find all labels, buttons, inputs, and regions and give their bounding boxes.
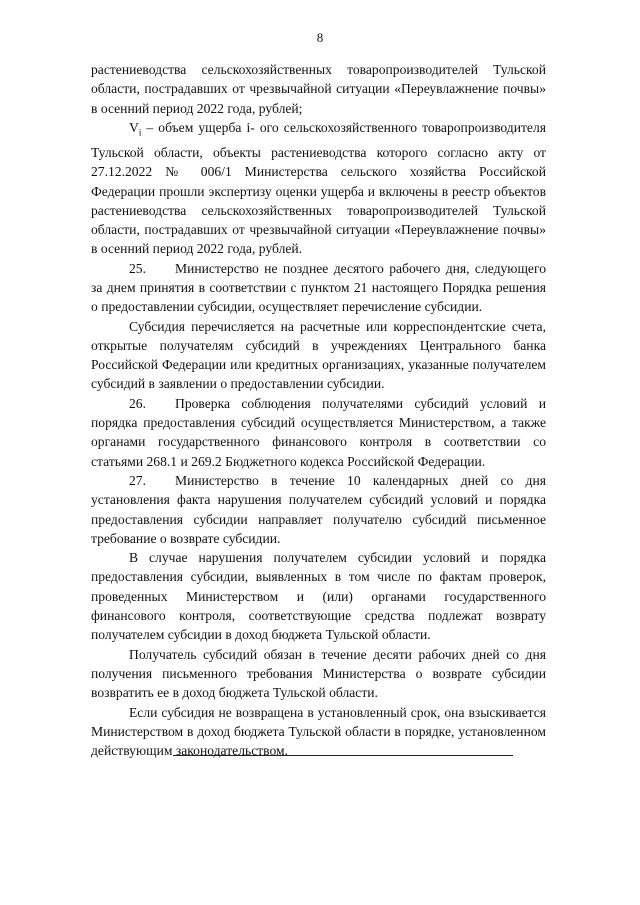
paragraph-text: В случае нарушения получателем субсидии условий и порядка предоставления субсидии, выявленных в том числе по фактам проверок, проведенных Министерством и (или) органами государственного финансового контроля, соответствующие средства подлежат возврату получателем субсидии в доход бюджета Тульской области.	[91, 550, 546, 643]
clause-number: 27.	[129, 472, 146, 488]
paragraph-text: растениеводства сельскохозяйственных товаропроизводителей Тульской области, пострадавших от чрезвычайной ситуации «Переувлажнение почвы» в осенний период 2022 года, рублей;	[91, 62, 546, 116]
paragraph-text: Министерство в течение 10 календарных дней со дня установления факта нарушения получателем субсидий условий и порядка предоставления субсидии направляет получателю субсидий письменное требование о возврате субсидии.	[91, 472, 546, 546]
end-separator-line	[173, 755, 513, 756]
variable-symbol: V	[129, 119, 139, 135]
paragraph-text: Министерство не позднее десятого рабочего дня, следующего за днем принятия в соответствии с пунктом 21 настоящего Порядка решения о предоставлении субсидии, осуществляет перечисление субсидии.	[91, 260, 546, 315]
clause-number: 26.	[129, 395, 146, 411]
paragraph-continuation	[91, 60, 546, 118]
paragraph-text: Если субсидия не возвращена в установленный срок, она взыскивается Министерством в доход бюджета Тульской области в порядке, установленном действующим законодательством.	[91, 704, 546, 759]
paragraph-text: Получатель субсидий обязан в течение десяти рабочих дней со дня получения письменного требования Министерства о возврате субсидии возвратить ее в доход бюджета Тульской области.	[91, 646, 546, 701]
paragraph-recovery	[91, 703, 546, 761]
paragraph-vi-definition	[91, 118, 546, 259]
paragraph-transfer-accounts	[91, 317, 546, 394]
clause-25	[91, 259, 546, 317]
paragraph-violation-case	[91, 548, 546, 644]
paragraph-text: – объем ущерба i- ого сельскохозяйственного товаропроизводителя Тульской области, объекты растениеводства которого согласно акту от 27.12.2022 № 006/1 Министерства сельского хозяйства Российской Федерации прошли экспертизу оценки ущерба и включены в реестр объектов растениеводства сельскохозяйственных товаропроизводителей Тульской области, пострадавших от чрезвычайной ситуации «Переувлажнение почвы» в осенний период 2022 года, рублей.	[91, 119, 546, 257]
page-number: 8	[316, 30, 324, 45]
paragraph-return-obligation	[91, 645, 546, 703]
paragraph-text: Субсидия перечисляется на расчетные или корреспондентские счета, открытые получателям субсидий в учреждениях Центрального банка Российской Федерации или кредитных организациях, указанные получателем субсидий в заявлении о предоставлении субсидии.	[91, 318, 546, 392]
variable-subscript: i	[138, 127, 142, 138]
paragraph-text: Проверка соблюдения получателями субсидий условий и порядка предоставления субсидий осуществляется Министерством, а также органами государственного финансового контроля в соответствии со статьями 268.1 и 269.2 Бюджетного кодекса Российской Федерации.	[91, 395, 546, 469]
document-body	[91, 60, 546, 760]
clause-26	[91, 394, 546, 471]
clause-27	[91, 471, 546, 548]
clause-number: 25.	[129, 260, 146, 276]
